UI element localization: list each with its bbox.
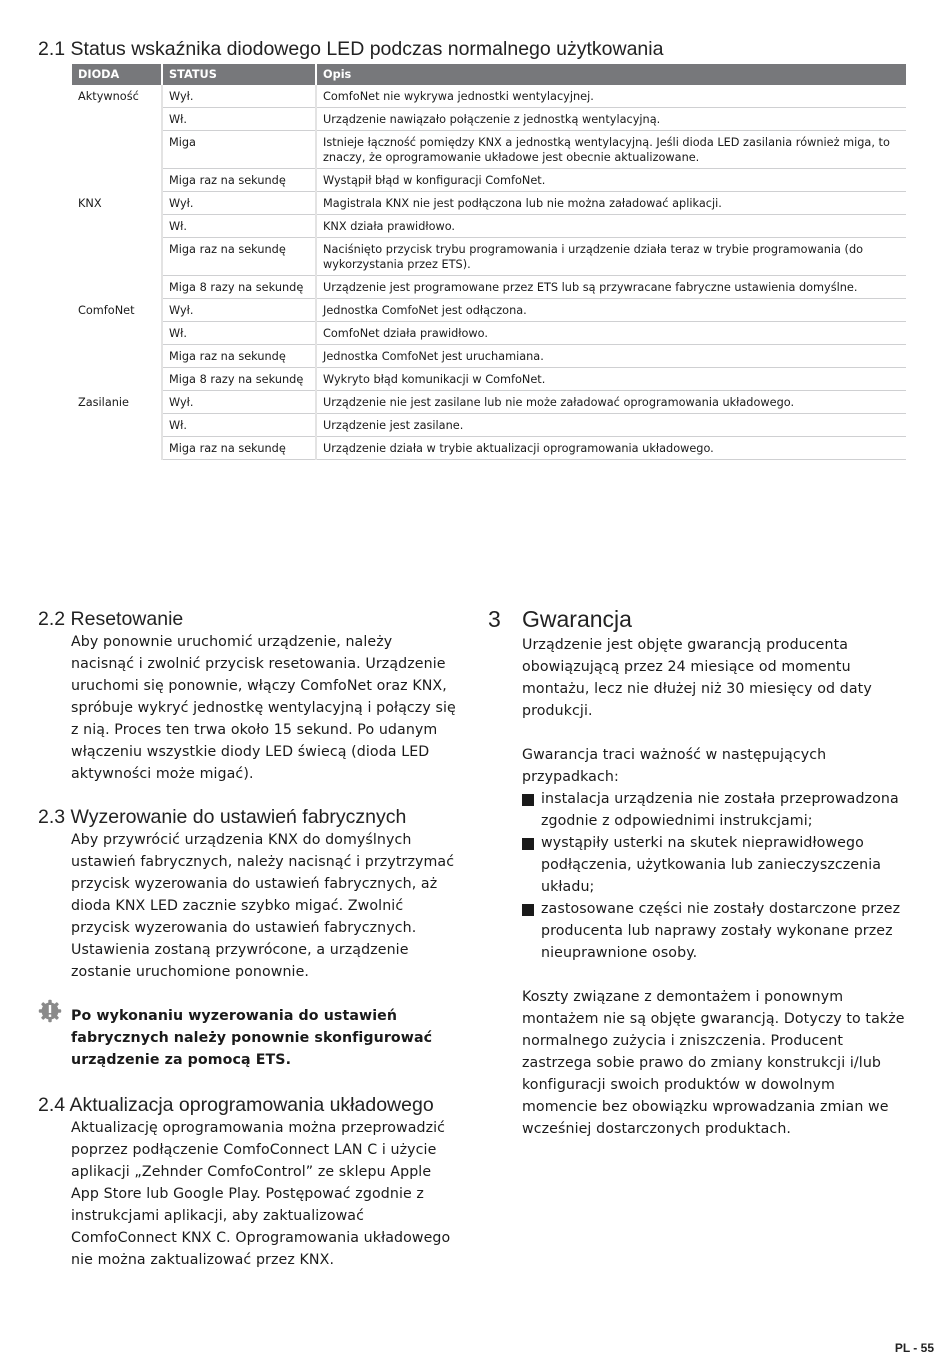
right-column (488, 606, 908, 1140)
factory-reset-note: Po wykonaniu wyzerowania do ustawień fabrycznych należy ponownie skonfigurować urządzenie za pomocą ETS. (71, 1008, 433, 1068)
status-cell: Wył. (162, 192, 316, 215)
description-cell: Jednostka ComfoNet jest uruchamiana. (316, 345, 906, 368)
section-2-4-body: Aktualizację oprogramowania można przeprowadzić poprzez podłączenie ComfoConnect LAN C i użycie aplikacji „Zehnder ComfoControl” ze sklepu Apple App Store lub Google Play. Postępować zgodnie z instrukcjami aplikacji, aby zaktualizować ComfoConnect KNX C. Oprogramowania układowego nie można zaktualizować przez KNX. (71, 1120, 451, 1268)
description-cell: Urządzenie jest programowane przez ETS lub są przywracane fabryczne ustawienia domyślne. (316, 276, 906, 299)
header-dioda: DIODA (72, 64, 162, 85)
description-cell: ComfoNet działa prawidłowo. (316, 322, 906, 345)
warranty-outro: Koszty związane z demontażem i ponownym montażem nie są objęte gwarancją. Dotyczy to także normalnego zużycia i zniszczenia. Producent zastrzega sobie prawo do zmiany konstrukcji i/lub konfiguracji swoich produktów w dowolnym momencie bez obowiązku wprowadzania zmian we wcześniej dostarczonych produktach. (522, 989, 905, 1137)
warranty-intro: Urządzenie jest objęte gwarancją producenta obowiązującą przez 24 miesiące od momentu montażu, lecz nie dłużej niż 30 miesięcy od daty produkcji. (522, 637, 872, 719)
status-cell: Wł. (162, 322, 316, 345)
list-item: wystąpiły usterki na skutek nieprawidłowego podłączenia, użytkowania lub zanieczyszczenia układu; (522, 832, 908, 898)
status-cell: Wył. (162, 299, 316, 322)
bullet-square-icon (522, 904, 534, 916)
diode-name: Zasilanie (78, 395, 129, 409)
section-2-4-title: 2.4 Aktualizacja oprogramowania układowego (38, 1094, 434, 1116)
table-row (72, 368, 906, 391)
section-2-3-title: 2.3 Wyzerowanie do ustawień fabrycznych (38, 806, 407, 828)
description-cell: Jednostka ComfoNet jest odłączona. (316, 299, 906, 322)
description-cell: Urządzenie nawiązało połączenie z jednostką wentylacyjną. (316, 108, 906, 131)
note-block (38, 1005, 458, 1071)
description-cell: Wystąpił błąd w konfiguracji ComfoNet. (316, 169, 906, 192)
diode-name: ComfoNet (78, 303, 135, 317)
status-cell: Wł. (162, 414, 316, 437)
description-cell: ComfoNet nie wykrywa jednostki wentylacyjnej. (316, 85, 906, 108)
status-cell: Miga raz na sekundę (162, 238, 316, 276)
description-cell: Urządzenie działa w trybie aktualizacji oprogramowania układowego. (316, 437, 906, 460)
status-cell: Wł. (162, 215, 316, 238)
description-cell: Urządzenie jest zasilane. (316, 414, 906, 437)
warning-gear-icon (38, 999, 62, 1023)
table-row (72, 437, 906, 460)
table-row (72, 169, 906, 192)
table-row (72, 414, 906, 437)
table-row (72, 345, 906, 368)
section-3-number: 3 (488, 606, 501, 632)
status-cell: Miga raz na sekundę (162, 345, 316, 368)
led-status-table (72, 64, 906, 460)
description-cell: Naciśnięto przycisk trybu programowania i urządzenie działa teraz w trybie programowania (do wykorzystania przez ETS). (316, 238, 906, 276)
bullet-square-icon (522, 838, 534, 850)
diode-name: Aktywność (78, 90, 139, 103)
table-header-row (72, 64, 906, 85)
table-row (72, 131, 906, 169)
table-row (72, 391, 906, 414)
list-item: zastosowane części nie zostały dostarczone przez producenta lub naprawy zostały wykonane przez nieuprawnione osoby. (522, 898, 908, 964)
bullet-square-icon (522, 794, 534, 806)
description-cell: Magistrala KNX nie jest podłączona lub nie można załadować aplikacji. (316, 192, 906, 215)
status-cell: Miga raz na sekundę (162, 169, 316, 192)
status-cell: Miga 8 razy na sekundę (162, 368, 316, 391)
header-status: STATUS (162, 64, 316, 85)
header-opis: Opis (316, 64, 906, 85)
diode-name: KNX (78, 196, 102, 210)
description-cell: Wykryto błąd komunikacji w ComfoNet. (316, 368, 906, 391)
table-row (72, 299, 906, 322)
table-body (72, 85, 906, 460)
left-column (38, 608, 458, 1271)
description-cell: Istnieje łączność pomiędzy KNX a jednostką wentylacyjną. Jeśli dioda LED zasilania również miga, to znaczy, że oprogramowanie układowe jest obecnie aktualizowane. (316, 131, 906, 169)
section-2-1-title: 2.1 Status wskaźnika diodowego LED podczas normalnego użytkowania (38, 38, 664, 60)
section-3-content (488, 634, 908, 1140)
section-3-heading (488, 606, 908, 634)
section-3-title: Gwarancja (522, 606, 632, 632)
table-row (72, 85, 906, 108)
description-cell: Urządzenie nie jest zasilane lub nie może załadować oprogramowania układowego. (316, 391, 906, 414)
section-2-3-body: Aby przywrócić urządzenia KNX do domyślnych ustawień fabrycznych, należy nacisnąć i przytrzymać przycisk wyzerowania do ustawień fabrycznych, aż dioda KNX LED zacznie szybko migać. Zwolnić przycisk wyzerowania do ustawień fabrycznych. Ustawienia zostaną przywrócone, a urządzenie zostanie uruchomione ponownie. (71, 832, 455, 980)
warranty-lead: Gwarancja traci ważność w następujących przypadkach: (522, 747, 827, 785)
table-row (72, 276, 906, 299)
status-cell: Wył. (162, 391, 316, 414)
table-row (72, 322, 906, 345)
table-row (72, 215, 906, 238)
status-cell: Wył. (162, 85, 316, 108)
status-cell: Miga (162, 131, 316, 169)
page-number: PL - 55 (894, 1341, 934, 1355)
status-cell: Miga raz na sekundę (162, 437, 316, 460)
status-cell: Miga 8 razy na sekundę (162, 276, 316, 299)
description-cell: KNX działa prawidłowo. (316, 215, 906, 238)
section-2-2-title: 2.2 Resetowanie (38, 608, 184, 630)
table-row (72, 192, 906, 215)
section-2-2-body: Aby ponownie uruchomić urządzenie, należy nacisnąć i zwolnić przycisk resetowania. Urządzenie uruchomi się ponownie, włączy ComfoNet oraz KNX, spróbuje wykryć jednostkę wentylacyjną i połączy się z nią. Proces ten trwa około 15 sekund. Po udanym włączeniu wszystkie diody LED świecą (dioda LED aktywności może migać). (71, 634, 456, 782)
table-row (72, 108, 906, 131)
status-cell: Wł. (162, 108, 316, 131)
warranty-exclusions-list (522, 788, 908, 964)
table-row (72, 238, 906, 276)
list-item: instalacja urządzenia nie została przeprowadzona zgodnie z odpowiednimi instrukcjami; (522, 788, 908, 832)
